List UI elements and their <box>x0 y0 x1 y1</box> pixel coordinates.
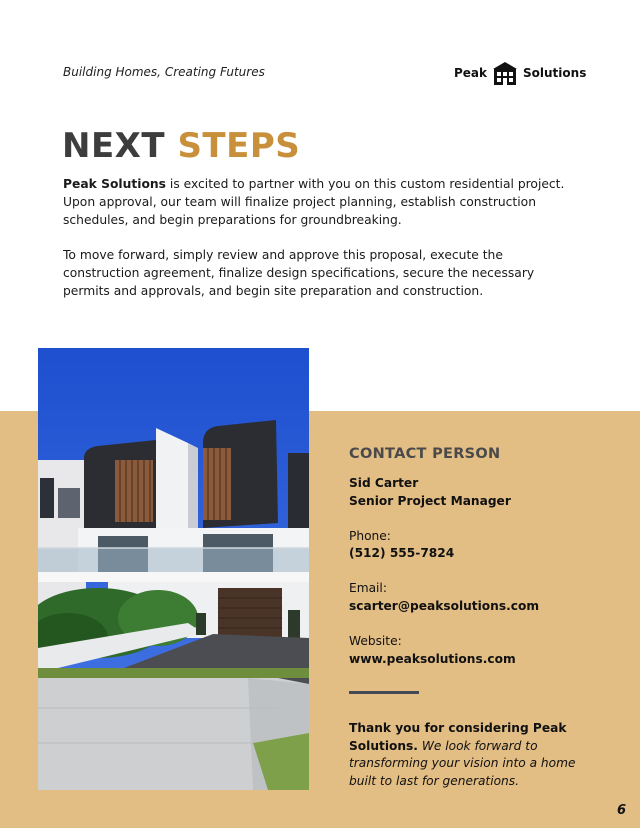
page-title <box>62 126 300 166</box>
website-label: Website: <box>349 634 402 648</box>
company-name-bold: Peak Solutions <box>63 177 166 191</box>
header-tagline: Building Homes, Creating Futures <box>63 65 265 79</box>
title-word-1: NEXT <box>62 126 166 166</box>
phone-label: Phone: <box>349 529 391 543</box>
divider <box>349 691 419 694</box>
page-number: 6 <box>617 803 627 818</box>
title-word-2: STEPS <box>177 126 301 166</box>
phone-value[interactable]: (512) 555-7824 <box>349 546 455 560</box>
contact-name: Sid Carter <box>349 476 419 490</box>
logo-text-left: Peak <box>454 66 488 80</box>
thanks-italic: We look forward to transforming your vision into a home built to last for generations. <box>349 738 576 788</box>
thank-you-note <box>349 720 589 790</box>
house-logo-icon <box>492 60 518 86</box>
next-steps-paragraph: To move forward, simply review and approve this proposal, execute the construction agreement, finalize design specifications, secure the necessary permits and approvals, and begin site preparation and construction. <box>63 248 535 298</box>
intro-text: is excited to partner with you on this custom residential project. Upon approval, our team will finalize project planning, establish construction schedules, and begin preparations for groundbreaking. <box>63 177 565 227</box>
email-label: Email: <box>349 581 387 595</box>
intro-paragraph <box>63 176 583 229</box>
house-photo <box>38 348 309 790</box>
contact-role: Senior Project Manager <box>349 494 511 508</box>
logo-text-right: Solutions <box>523 66 587 80</box>
company-logo <box>454 60 586 86</box>
email-value[interactable]: scarter@peaksolutions.com <box>349 599 540 613</box>
thanks-bold: Thank you for considering Peak Solutions. <box>349 721 567 753</box>
website-value[interactable]: www.peaksolutions.com <box>349 652 516 666</box>
contact-heading: CONTACT PERSON <box>349 446 501 462</box>
